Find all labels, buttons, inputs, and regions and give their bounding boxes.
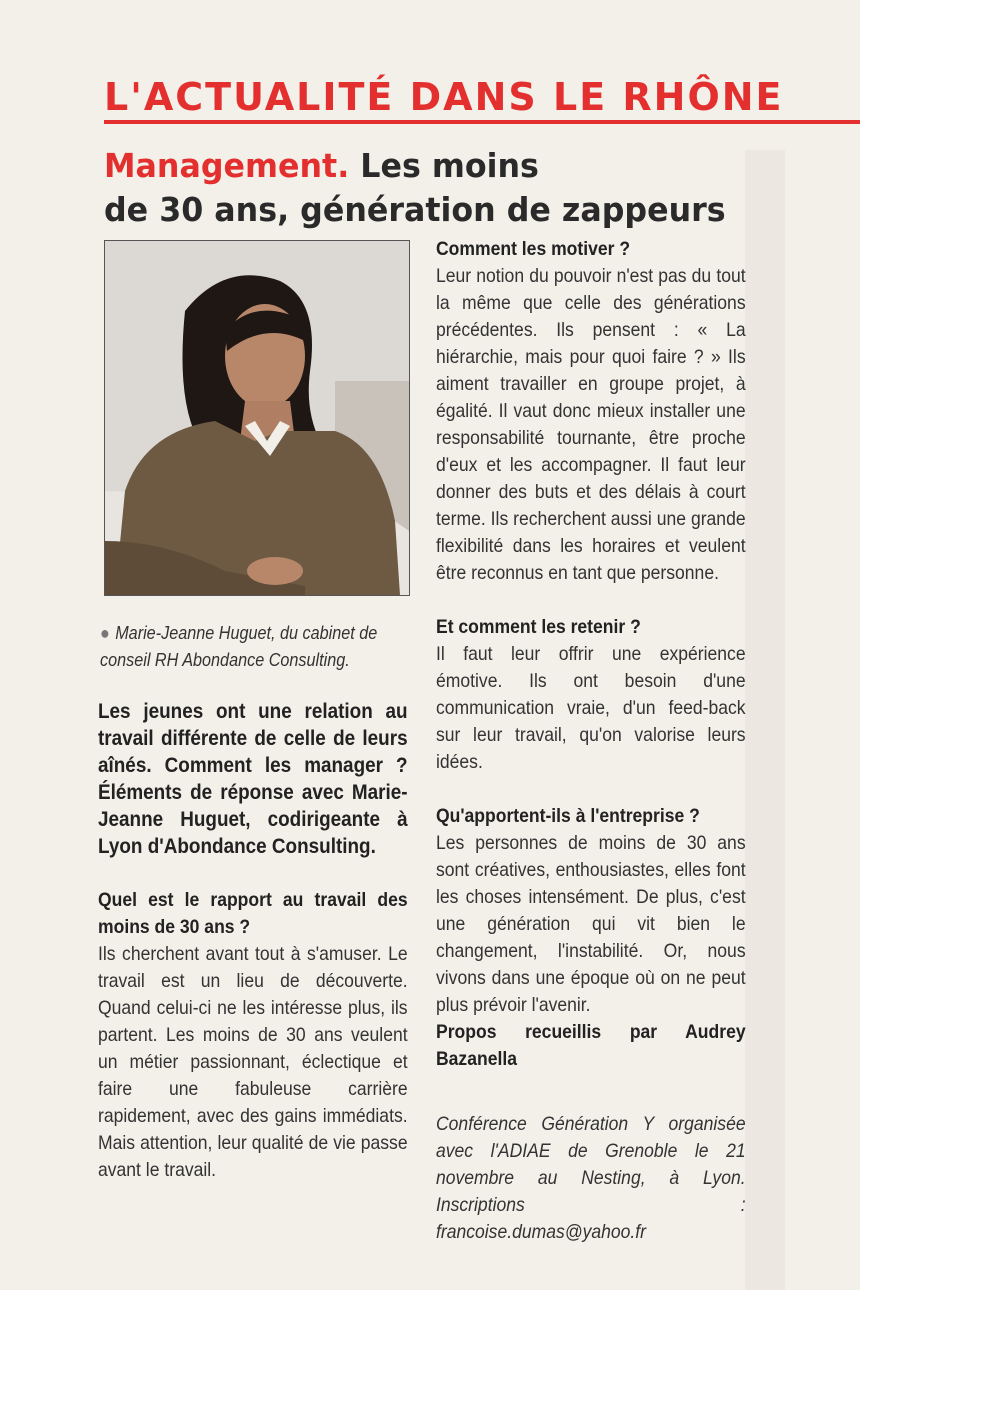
- answer-2: Leur notion du pouvoir n'est pas du tout la même que celle des générations précédentes. Ils pensent : « La hiérarchie, mais pour quoi faire ? » Ils aiment travailler en groupe projet, à égalité. Il vaut donc mieux installer une responsabilité tournante, être proche d'eux et les accompagner. Il faut leur donner des buts et des délais à court terme. Ils recherchent aussi une grande flexibilité dans les horaires et veulent être reconnus en tant que personne.: [436, 265, 746, 584]
- answer-1: Ils cherchent avant tout à s'amuser. Le travail est un lieu de découverte. Quand celui-ci ne les intéresse plus, ils partent. Les moins de 30 ans veulent un métier passionnant, éclectique et faire une fabuleuse carrière rapidement, avec des gains immédiats. Mais attention, leur qualité de vie passe avant le travail.: [98, 943, 408, 1181]
- article-headline: [104, 144, 776, 232]
- question-2: Comment les motiver ?: [436, 238, 631, 260]
- event-note: Conférence Génération Y organisée avec l'ADIAE de Grenoble le 21 novembre au Nesting, à Lyon. Inscriptions : francoise.dumas@yahoo.fr: [436, 1113, 746, 1243]
- answer-4: Les personnes de moins de 30 ans sont créatives, enthousiastes, elles font les choses intensément. De plus, c'est une génération qui vit bien le changement, l'instabilité. Or, nous vivons dans une époque où on ne peut plus prévoir l'avenir.: [436, 832, 746, 1016]
- page-bleed-through: [745, 150, 785, 1290]
- answer-3: Il faut leur offrir une expérience émotive. Ils ont besoin d'une communication vraie, d'un feed-back sur leur travail, qu'on valorise leurs idées.: [436, 643, 746, 773]
- photo-caption: [100, 620, 414, 674]
- section-title: L'ACTUALITÉ DANS LE RHÔNE: [104, 75, 784, 119]
- headline-line2: de 30 ans, génération de zappeurs: [104, 190, 726, 229]
- headline-kicker: Management.: [104, 146, 350, 185]
- article-lede: Les jeunes ont une relation au travail différente de celle de leurs aînés. Comment les manager ? Éléments de réponse avec Marie-Jeanne Huguet, codirigeante à Lyon d'Abondance Consulting.: [98, 700, 408, 858]
- section-rule: [104, 120, 860, 124]
- headline-line1: Les moins: [360, 146, 539, 185]
- portrait-photo: [104, 240, 410, 596]
- question-4: Qu'apportent-ils à l'entreprise ?: [436, 805, 700, 827]
- question-1: Quel est le rapport au travail des moins de 30 ans ?: [98, 889, 408, 938]
- caption-bullet-icon: ●: [100, 623, 110, 643]
- right-column: [436, 236, 746, 1246]
- portrait-illustration: [105, 241, 409, 595]
- byline: Propos recueillis par Audrey Bazanella: [436, 1021, 746, 1070]
- question-3: Et comment les retenir ?: [436, 616, 641, 638]
- caption-text: Marie-Jeanne Huguet, du cabinet de conseil RH Abondance Consulting.: [100, 623, 378, 670]
- left-column: [98, 698, 408, 1184]
